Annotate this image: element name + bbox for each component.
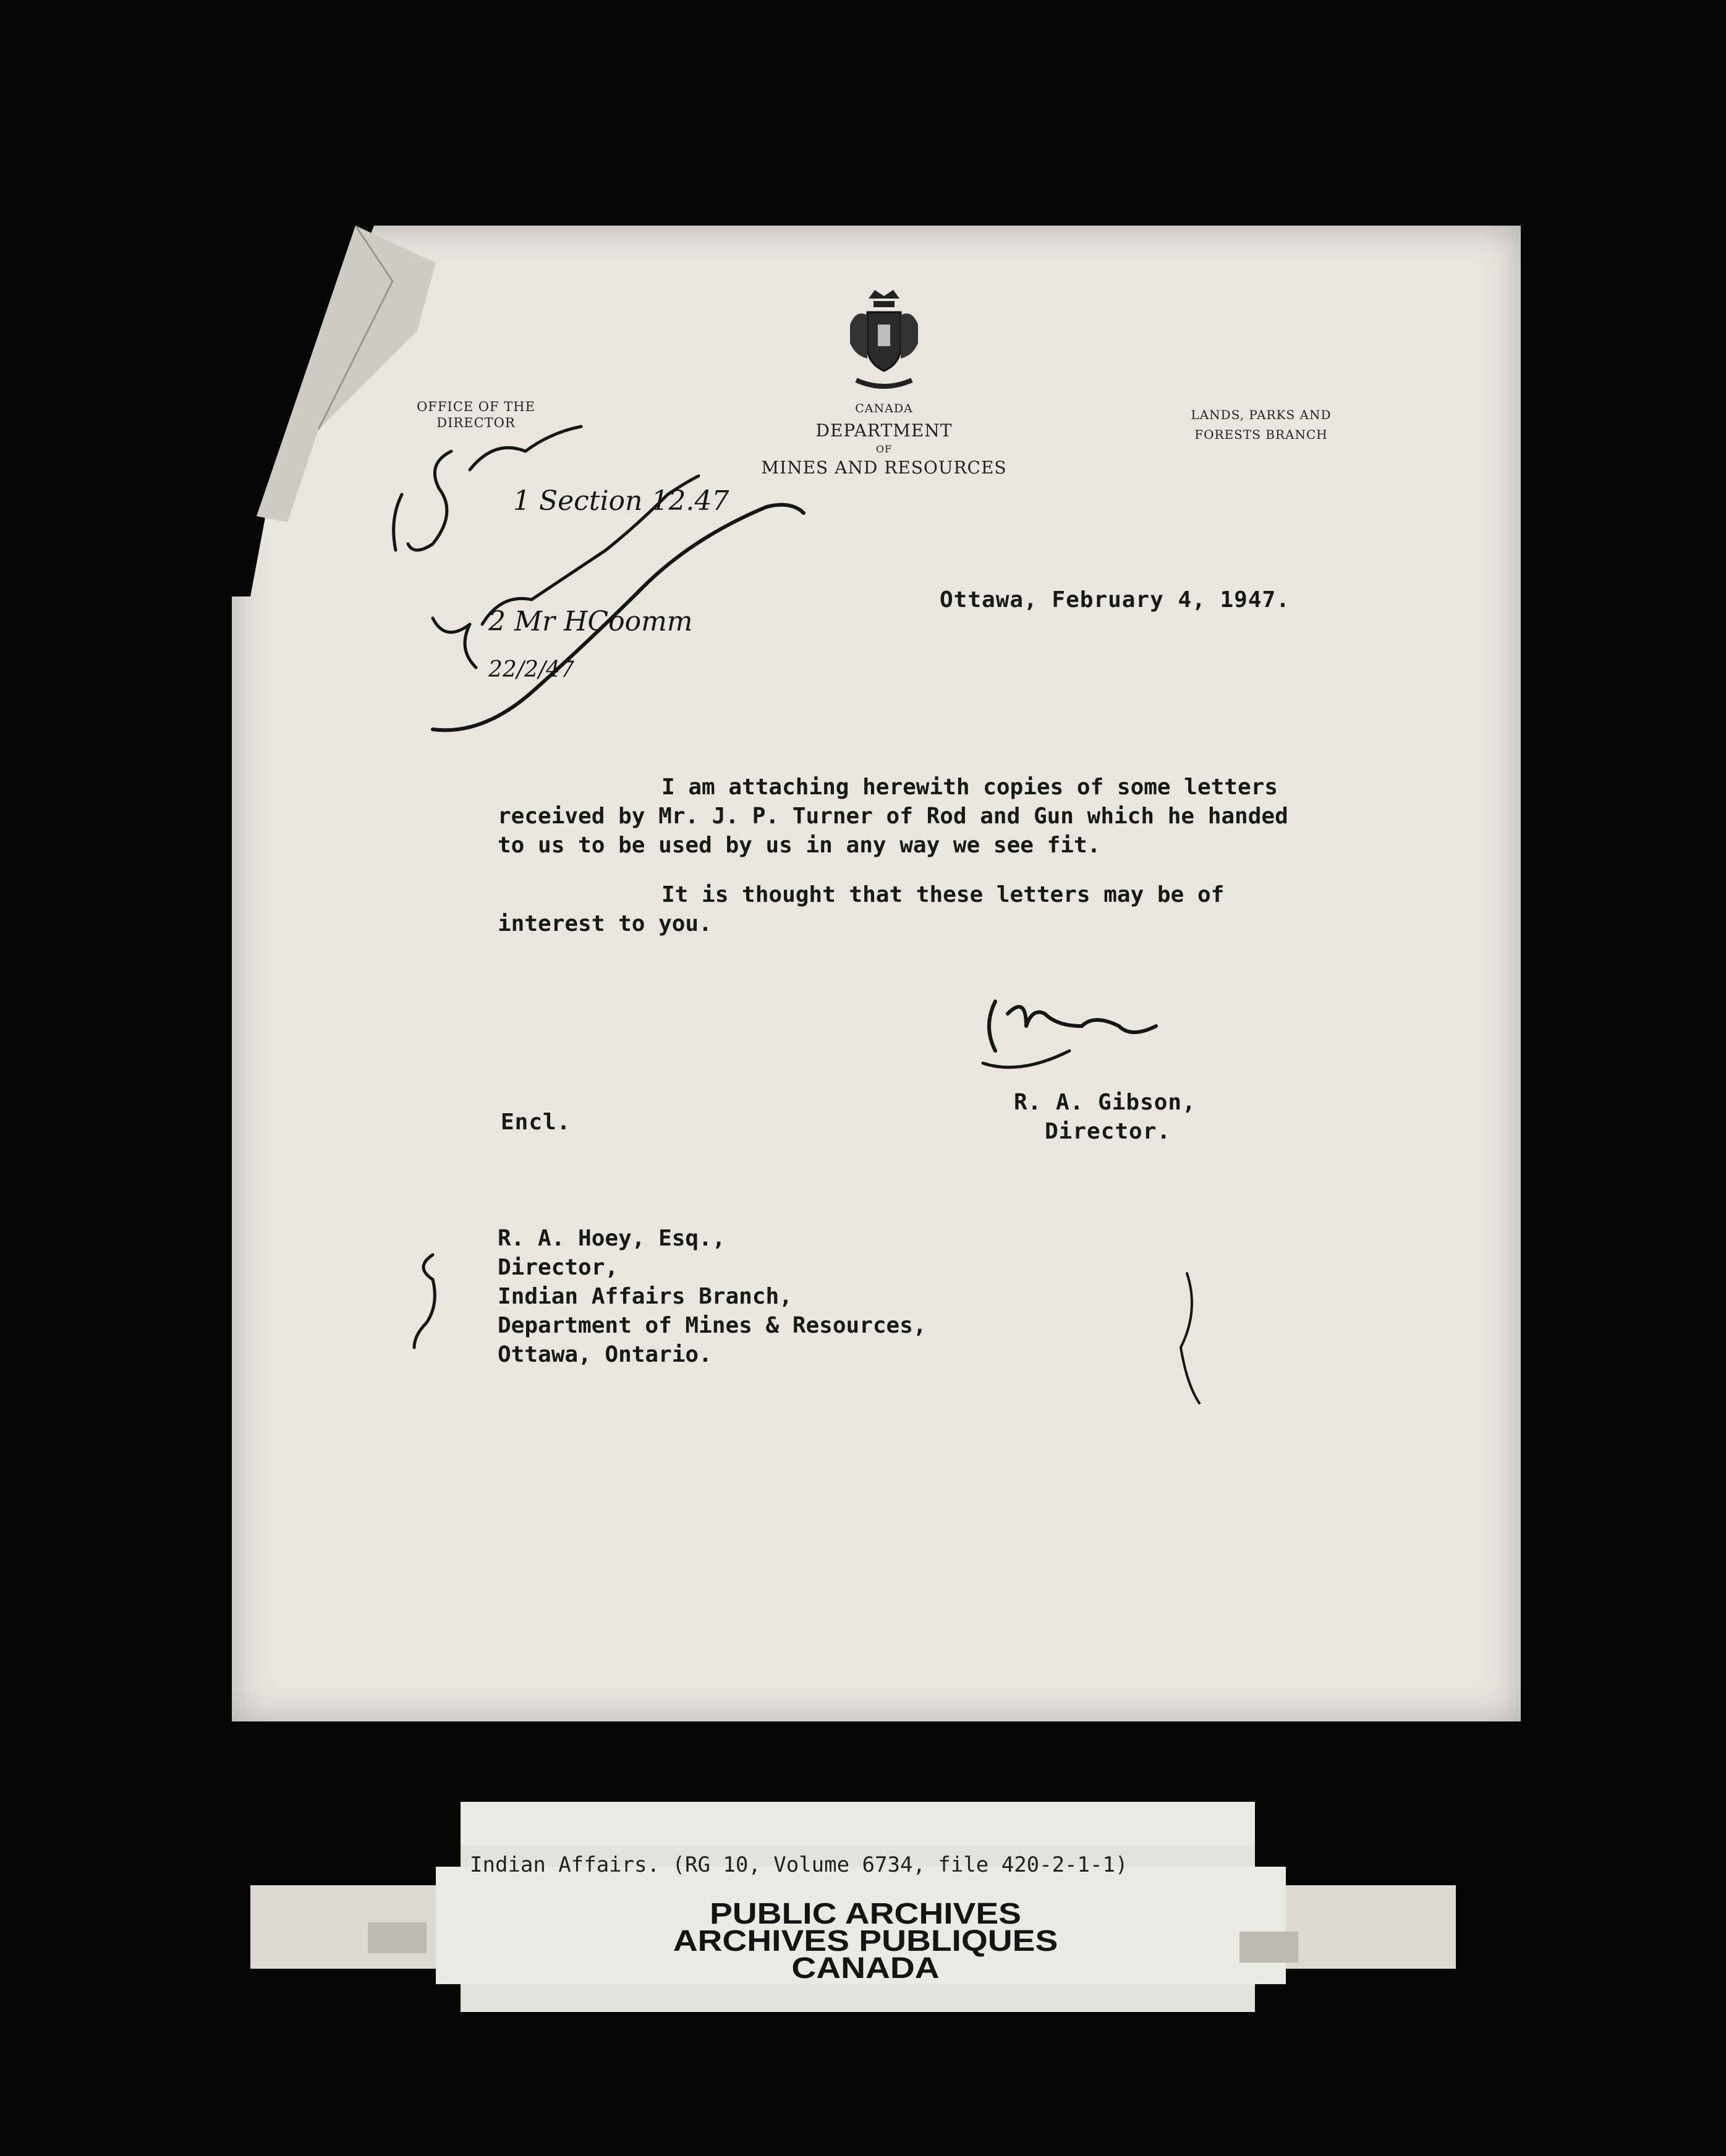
department-letterhead bbox=[742, 402, 1026, 478]
handwritten-date: 22/2/47 bbox=[488, 657, 574, 682]
branch-label: LANDS, PARKS AND FORESTS BRANCH bbox=[1191, 407, 1332, 442]
handwritten-note-2: 2 Mr HCoomm bbox=[488, 606, 693, 637]
stamp-line-1: PUBLIC ARCHIVES bbox=[709, 1898, 1021, 1930]
body-paragraph-1: I am attaching herewith copies of some letters received by Mr. J. P. Turner of Rod and Gun which he handed to us to be used by us in any way we see fit. bbox=[498, 775, 1288, 858]
letter-body bbox=[498, 773, 1314, 959]
coat-of-arms-icon bbox=[844, 287, 924, 393]
letter-date: Ottawa, February 4, 1947. bbox=[940, 587, 1290, 613]
letterhead-department: DEPARTMENT bbox=[815, 420, 953, 441]
signer-name: R. A. Gibson, bbox=[1014, 1090, 1196, 1115]
label-tab-left bbox=[368, 1922, 427, 1953]
stamp-line-3: CANADA bbox=[791, 1952, 940, 1985]
letterhead-of: OF bbox=[875, 443, 893, 455]
archive-reference: Indian Affairs. (RG 10, Volume 6734, file 420-2-1-1) bbox=[470, 1853, 1128, 1877]
stamp-line-2: ARCHIVES PUBLIQUES bbox=[673, 1925, 1058, 1958]
recipient-line-2: Director, bbox=[498, 1255, 619, 1280]
recipient-address bbox=[498, 1224, 927, 1369]
folded-corner bbox=[232, 226, 436, 596]
public-archives-stamp bbox=[618, 1898, 1113, 1985]
recipient-line-3: Indian Affairs Branch, bbox=[498, 1284, 793, 1309]
label-tab-right bbox=[1239, 1932, 1298, 1963]
recipient-line-5: Ottawa, Ontario. bbox=[498, 1342, 712, 1367]
office-of-director-label: OFFICE OF THE DIRECTOR bbox=[417, 399, 535, 430]
body-paragraph-2: It is thought that these letters may be of interest to you. bbox=[498, 882, 1225, 936]
recipient-line-1: R. A. Hoey, Esq., bbox=[498, 1226, 726, 1251]
letterhead-canada: CANADA bbox=[855, 402, 913, 415]
recipient-line-4: Department of Mines & Resources, bbox=[498, 1313, 927, 1338]
signer-title: Director. bbox=[1045, 1119, 1171, 1144]
letterhead-mines-resources: MINES AND RESOURCES bbox=[761, 457, 1007, 478]
enclosure-note: Encl. bbox=[501, 1110, 571, 1135]
archive-label-top bbox=[461, 1802, 1255, 1845]
handwritten-note-1: 1 Section 12.47 bbox=[513, 485, 729, 517]
